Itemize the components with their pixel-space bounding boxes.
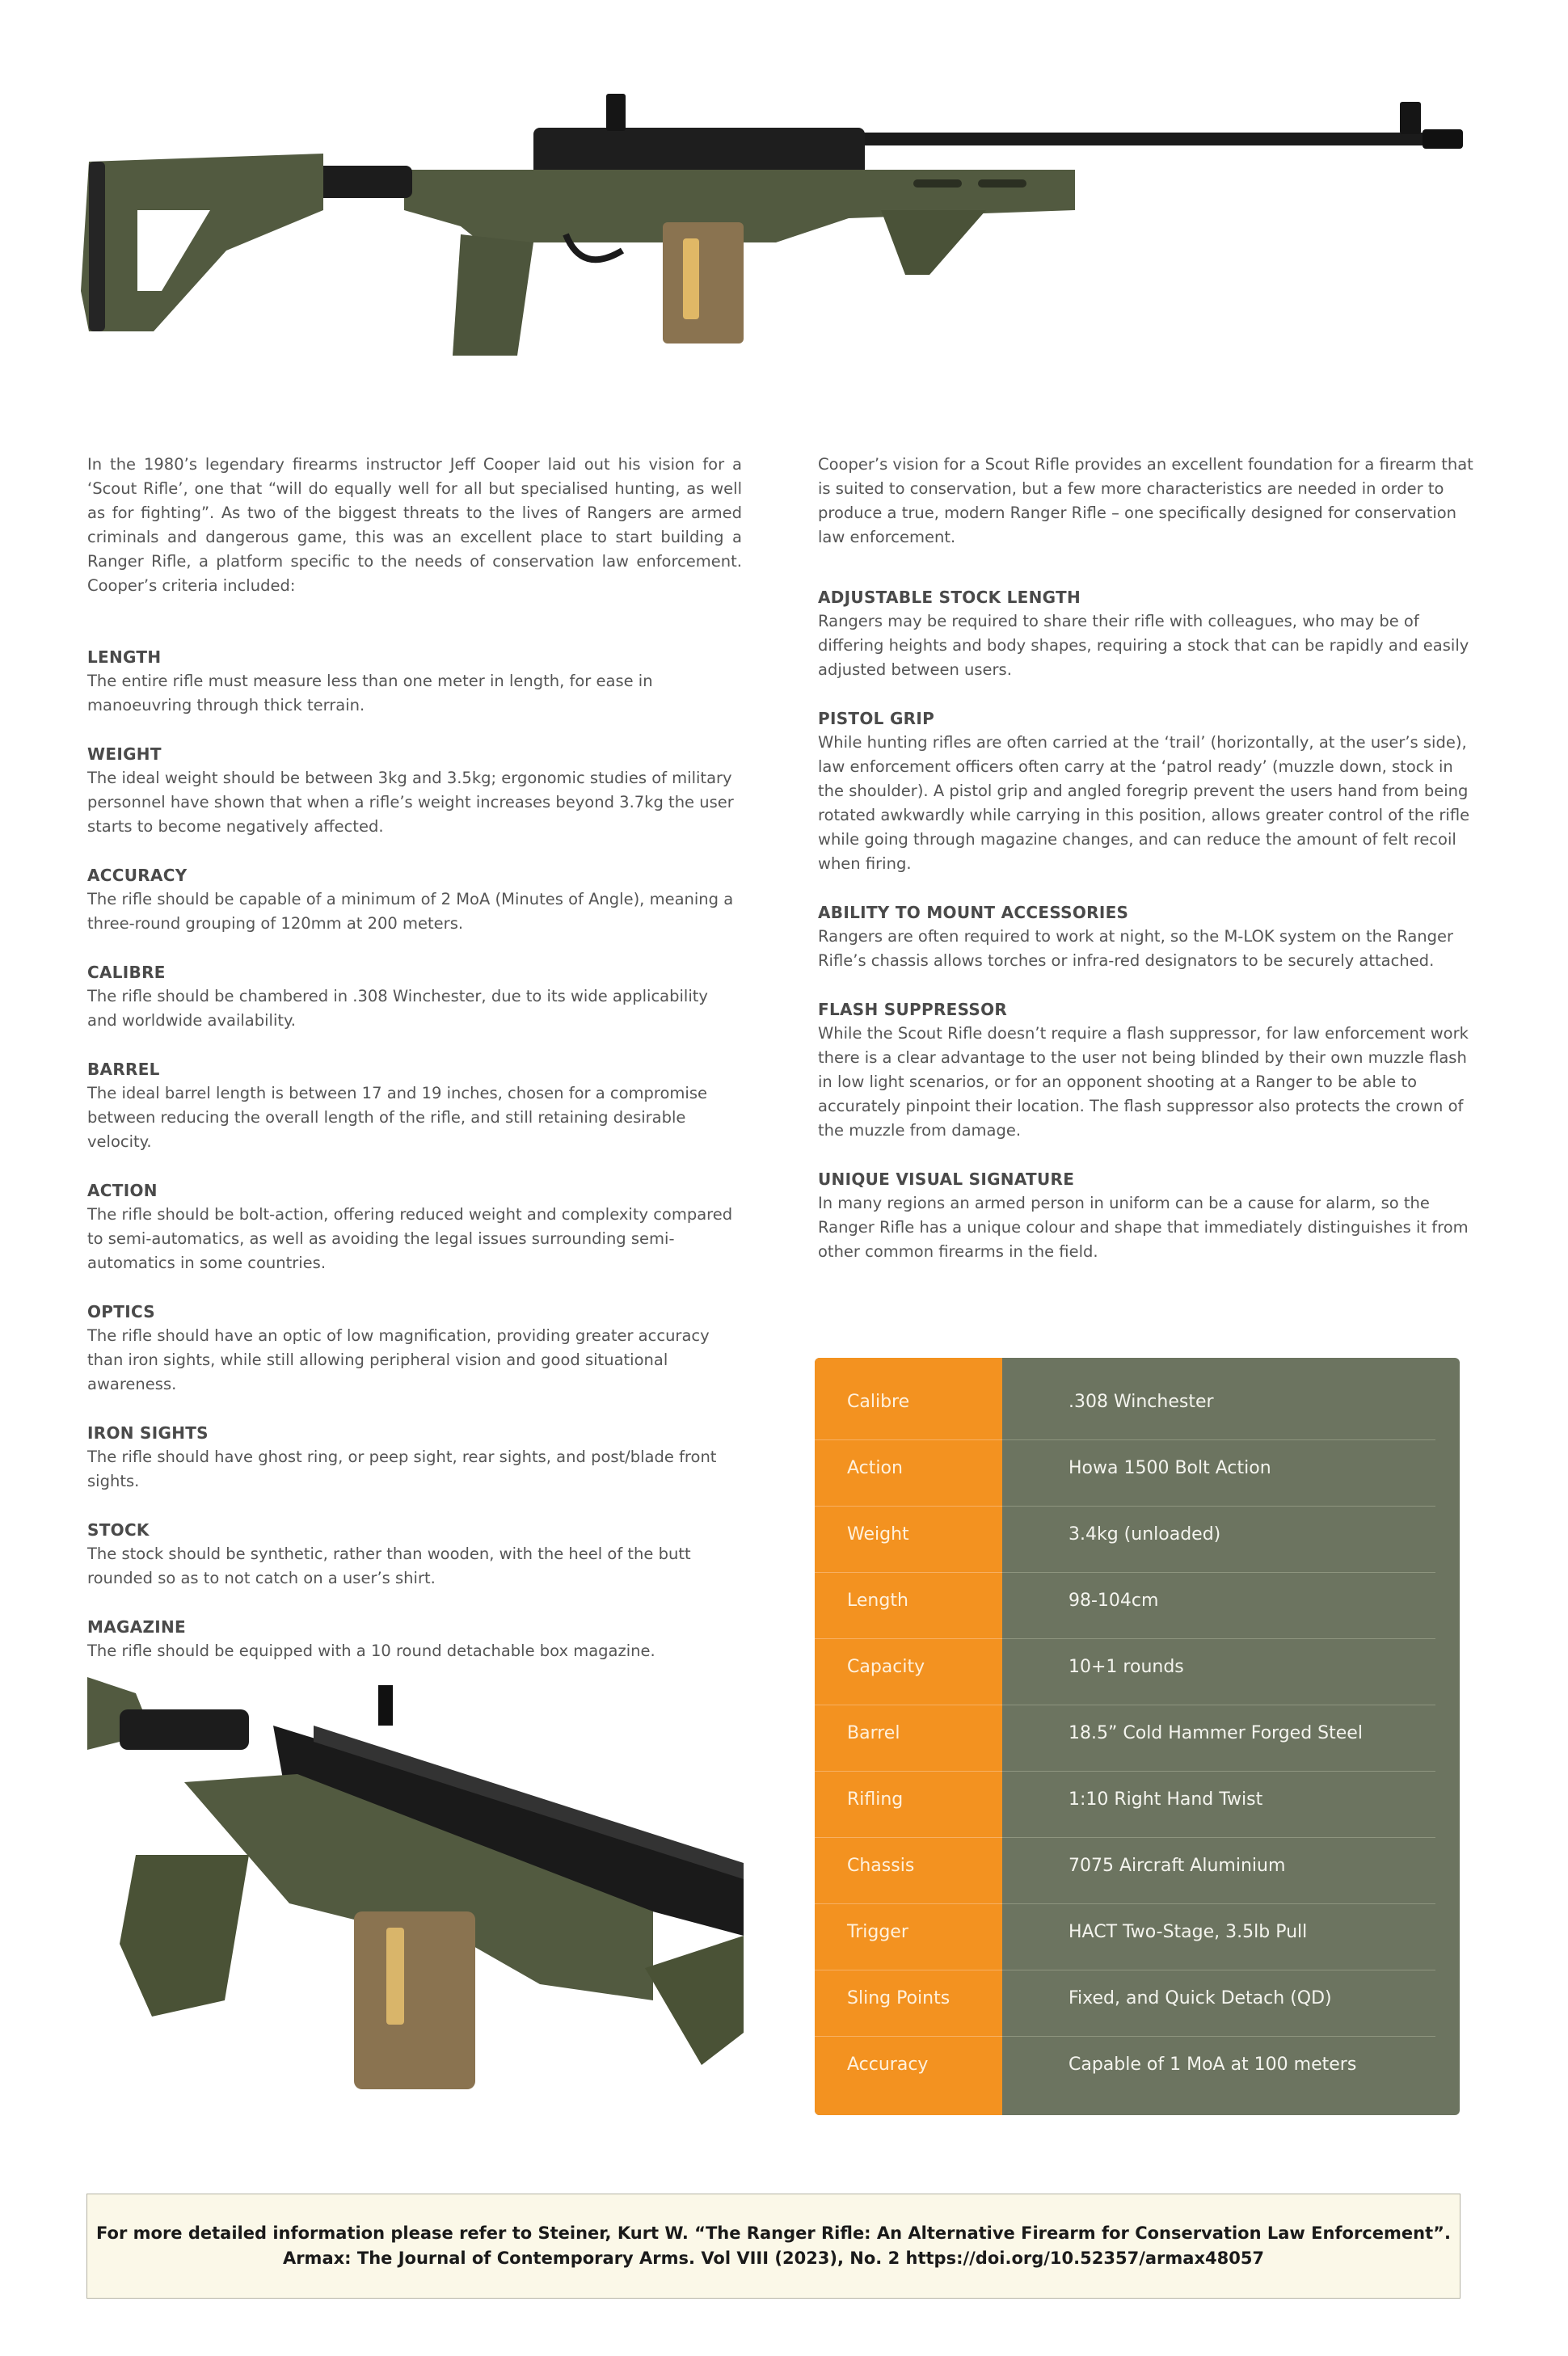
spec-label: Rifling	[847, 1789, 904, 1810]
section-heading: MAGAZINE	[87, 1617, 187, 1637]
spec-row	[815, 1838, 1460, 1904]
feature-accessories	[818, 900, 1477, 973]
criteria-weight	[87, 742, 742, 839]
spec-row	[815, 1440, 1460, 1507]
spec-label: Calibre	[847, 1392, 910, 1412]
rear-sight	[606, 94, 626, 131]
spec-value: Capable of 1 MoA at 100 meters	[1069, 2055, 1357, 2075]
section-heading: STOCK	[87, 1520, 150, 1540]
spec-value: Howa 1500 Bolt Action	[1069, 1458, 1271, 1478]
magazine	[663, 222, 744, 343]
section-body: While hunting rifles are often carried at the ‘trail’ (horizontally, at the user’s side), law enforcement officers often carry at the ‘patrol ready’ (muzzle down, stock in the shoulder). A pistol grip and angled foregrip prevent the users hand from being rotated awkwardly while carrying in this position, allows greater control of the rifle while going through magazine changes, and can reduce the amount of felt recoil when firing.	[818, 733, 1470, 873]
spec-value: 1:10 Right Hand Twist	[1069, 1789, 1263, 1810]
section-heading: IRON SIGHTS	[87, 1423, 209, 1443]
section-body: The rifle should have an optic of low magnification, providing greater accuracy than iron sights, while still allowing peripheral vision and good situational awareness.	[87, 1326, 710, 1393]
rifle-side-image	[81, 89, 1520, 372]
front-sight	[1400, 102, 1421, 134]
spec-row	[815, 1573, 1460, 1639]
spec-label: Sling Points	[847, 1988, 950, 2008]
spec-value: Fixed, and Quick Detach (QD)	[1069, 1988, 1332, 2008]
spec-row	[815, 2037, 1460, 2103]
criteria-calibre	[87, 960, 742, 1033]
spec-label: Length	[847, 1591, 908, 1611]
closeup-magazine	[354, 1911, 475, 2089]
spec-row	[815, 1772, 1460, 1838]
section-body: The rifle should have ghost ring, or peep sight, rear sights, and post/blade front sights.	[87, 1448, 717, 1490]
reference-line-1: For more detailed information please refer to Steiner, Kurt W. “The Ranger Rifle: An Alternative Firearm for Conservation Law Enforcement”.	[96, 2223, 1451, 2243]
reference-box	[86, 2194, 1461, 2299]
section-body: Rangers are often required to work at night, so the M-LOK system on the Ranger Rifle’s chassis allows torches or infra-red designators to be securely attached.	[818, 927, 1454, 970]
spec-label: Trigger	[847, 1922, 908, 1942]
section-body: The rifle should be chambered in .308 Winchester, due to its wide applicability and worldwide availability.	[87, 987, 708, 1030]
rifle-receiver	[533, 128, 865, 176]
feature-flash-suppressor	[818, 997, 1477, 1143]
section-body: The rifle should be equipped with a 10 round detachable box magazine.	[87, 1642, 655, 1660]
spec-row	[815, 1904, 1460, 1970]
adjustable-stock	[81, 154, 323, 331]
section-body: The rifle should be bolt-action, offering reduced weight and complexity compared to semi-automatics, as well as avoiding the legal issues surrounding semi-automatics in some countries.	[87, 1205, 733, 1272]
criteria-barrel	[87, 1057, 742, 1154]
section-heading: ADJUSTABLE STOCK LENGTH	[818, 588, 1081, 607]
section-heading: PISTOL GRIP	[818, 709, 935, 728]
criteria-accuracy	[87, 863, 742, 936]
criteria-stock	[87, 1518, 742, 1591]
section-heading: WEIGHT	[87, 744, 162, 764]
feature-visual-signature	[818, 1167, 1477, 1264]
section-heading: ACCURACY	[87, 866, 188, 885]
section-heading: CALIBRE	[87, 963, 166, 982]
spec-row	[815, 1374, 1460, 1440]
spec-table	[815, 1358, 1460, 2115]
section-body: In many regions an armed person in uniform can be a cause for alarm, so the Ranger Rifle has a unique colour and shape that immediately distinguishes it from other common firearms in the field.	[818, 1194, 1469, 1261]
rifle-closeup-image	[87, 1677, 744, 2089]
section-heading: BARREL	[87, 1060, 160, 1079]
spec-row	[815, 1507, 1460, 1573]
spec-label: Capacity	[847, 1657, 925, 1677]
spec-value: .308 Winchester	[1069, 1392, 1214, 1412]
criteria-iron-sights	[87, 1421, 742, 1494]
section-body: While the Scout Rifle doesn’t require a flash suppressor, for law enforcement work there is a clear advantage to the user not being blinded by their own muzzle flash in low light scenarios, or for an opponent shooting at a Ranger to be able to accurately pinpoint their location. The flash suppressor also protects the crown of the muzzle from damage.	[818, 1024, 1469, 1140]
section-body: The ideal barrel length is between 17 and 19 inches, chosen for a compromise between reducing the overall length of the rifle, and still retaining desirable velocity.	[87, 1084, 707, 1151]
section-heading: ACTION	[87, 1181, 158, 1200]
section-body: The rifle should be capable of a minimum of 2 MoA (Minutes of Angle), meaning a three-round grouping of 120mm at 200 meters.	[87, 890, 734, 933]
criteria-action	[87, 1178, 742, 1275]
spec-value: 18.5” Cold Hammer Forged Steel	[1069, 1723, 1363, 1743]
spec-row	[815, 1970, 1460, 2037]
spec-label: Accuracy	[847, 2055, 929, 2075]
section-heading: OPTICS	[87, 1302, 155, 1321]
feature-pistol-grip	[818, 706, 1477, 876]
section-heading: FLASH SUPPRESSOR	[818, 1000, 1008, 1019]
spec-value: 3.4kg (unloaded)	[1069, 1524, 1221, 1545]
spec-label: Weight	[847, 1524, 909, 1545]
spec-value: 10+1 rounds	[1069, 1657, 1184, 1677]
criteria-optics	[87, 1300, 742, 1397]
angled-foregrip	[881, 210, 986, 275]
left-column	[87, 453, 742, 1688]
section-heading: ABILITY TO MOUNT ACCESSORIES	[818, 903, 1129, 922]
intro-paragraph-right: Cooper’s vision for a Scout Rifle provides an excellent foundation for a firearm that is suited to conservation, but a few more characteristics are needed in order to produce a true, modern Ranger Rifle – one specifically designed for conservation law enforcement.	[818, 455, 1473, 546]
section-body: The entire rifle must measure less than one meter in length, for ease in manoeuvring through thick terrain.	[87, 672, 653, 714]
spec-label: Barrel	[847, 1723, 900, 1743]
intro-paragraph-left: In the 1980’s legendary firearms instructor Jeff Cooper laid out his vision for a ‘Scout Rifle’, one that “will do equally well for all but specialised hunting, as well as for fighting”. As two of the biggest threats to the lives of Rangers are armed criminals and dangerous game, this was an excellent place to start building a Ranger Rifle, a platform specific to the needs of conservation law enforcement. Cooper’s criteria included:	[87, 455, 742, 595]
criteria-length	[87, 645, 742, 718]
section-body: Rangers may be required to share their rifle with colleagues, who may be of differing heights and body shapes, requiring a stock that can be rapidly and easily adjusted between users.	[818, 612, 1469, 679]
spec-label: Action	[847, 1458, 903, 1478]
spec-row	[815, 1639, 1460, 1705]
spec-row	[815, 1705, 1460, 1772]
reference-line-2: Armax: The Journal of Contemporary Arms. Vol VIII (2023), No. 2 https://doi.org/10.52357/armax48057	[282, 2249, 1265, 2268]
section-heading: LENGTH	[87, 647, 162, 667]
flash-suppressor	[1423, 129, 1463, 149]
pistol-grip	[453, 234, 533, 356]
right-column	[818, 453, 1477, 1288]
section-body: The stock should be synthetic, rather than wooden, with the heel of the butt rounded so as to not catch on a user’s shirt.	[87, 1545, 691, 1587]
section-body: The ideal weight should be between 3kg and 3.5kg; ergonomic studies of military personnel have shown that when a rifle’s weight increases beyond 3.7kg the user starts to become negatively affected.	[87, 769, 734, 836]
section-heading: UNIQUE VISUAL SIGNATURE	[818, 1170, 1075, 1189]
spec-value: 98-104cm	[1069, 1591, 1159, 1611]
spec-label: Chassis	[847, 1856, 915, 1876]
spec-value: HACT Two-Stage, 3.5lb Pull	[1069, 1922, 1308, 1942]
feature-adjustable-stock	[818, 585, 1477, 682]
spec-value: 7075 Aircraft Aluminium	[1069, 1856, 1286, 1876]
closeup-grip	[120, 1855, 249, 2017]
criteria-magazine	[87, 1615, 742, 1663]
